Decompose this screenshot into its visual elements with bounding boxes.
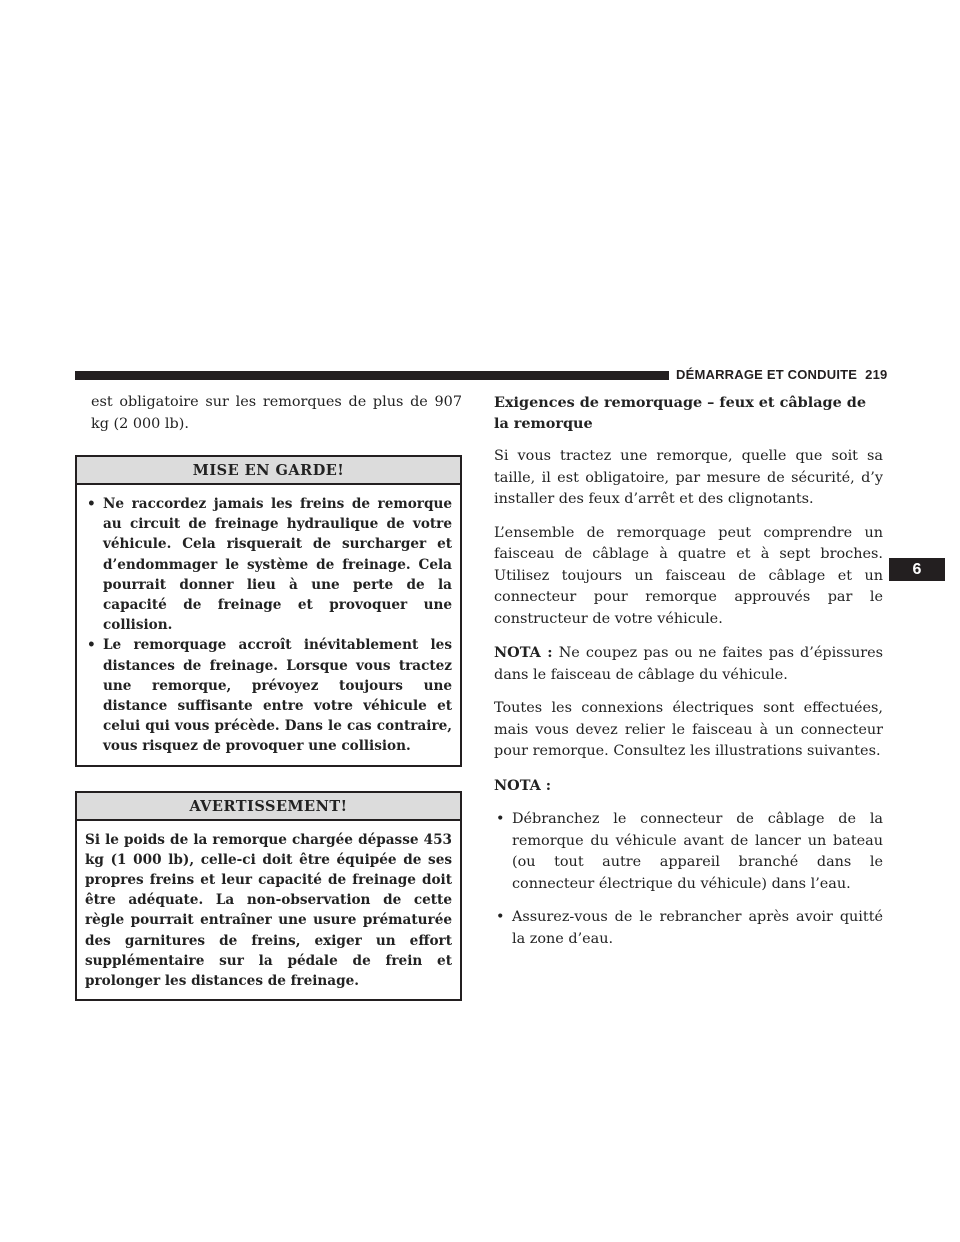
header-rule	[75, 371, 669, 380]
warning-text: Si le poids de la remorque chargée dépasse 453 kg (1 000 lb), celle-ci doit être équipée de ses propres freins et leur capacité de freinage doit être adéquate. La non-observation de cette règle pourrait entraîner une usure prématurée des garnitures de freins, exiger un effort supplémentaire sur la pédale de frein et prolonger les distances de freinage.	[85, 831, 452, 990]
caution-body	[77, 485, 460, 765]
intro-paragraph: est obligatoire sur les remorques de plus de 907 kg (2 000 lb).	[91, 394, 462, 432]
list-item: • Le remorquage accroît inévitablement les distances de freinage. Lorsque vous tractez une remorque, prévoyez toujours une distance suffisante entre votre véhicule et celui qui vous précède. Dans le cas contraire, vous risquez de provoquer une collision.	[87, 637, 452, 755]
caution-box	[75, 455, 462, 767]
bullet-icon: •	[87, 496, 96, 512]
list-item: • Ne raccordez jamais les freins de remorque au circuit de freinage hydraulique de votre véhicule. Cela risquerait de surcharger et d’endommager le système de freinage. Cela pourrait donner lieu à une perte de la capacité de freinage et provoquer une collision.	[87, 496, 452, 634]
section-title: DÉMARRAGE ET CONDUITE	[676, 367, 858, 382]
left-column	[75, 392, 462, 1025]
caution-title: MISE EN GARDE!	[77, 457, 460, 485]
chapter-tab: 6	[889, 558, 945, 581]
list-item: • Assurez-vous de le rebrancher après avoir quitté la zone d’eau.	[496, 909, 883, 947]
note-label: NOTA :	[494, 776, 552, 794]
section-heading: Exigences de remorquage – feux et câblage de la remorque	[494, 394, 866, 432]
bullet-icon: •	[496, 909, 505, 925]
warning-title: AVERTISSEMENT!	[77, 793, 460, 821]
paragraph: Toutes les connexions électriques sont effectuées, mais vous devez relier le faisceau à un connecteur pour remorque. Consultez les illustrations suivantes.	[494, 700, 883, 759]
page-number: 219	[865, 367, 888, 382]
paragraph: Si vous tractez une remorque, quelle que soit sa taille, il est obligatoire, par mesure de sécurité, d’y installer des feux d’arrêt et des clignotants.	[494, 448, 883, 507]
paragraph: L’ensemble de remorquage peut comprendre un faisceau de câblage à quatre et à sept broches. Utilisez toujours un faisceau de câblage et un connecteur pour remorque approuvés par le constructeur de votre véhicule.	[494, 524, 883, 627]
bullet-icon: •	[496, 811, 505, 827]
caution-list	[85, 494, 452, 757]
note-paragraph: NOTA : Ne coupez pas ou ne faites pas d’épissures dans le faisceau de câblage du véhicule.	[494, 644, 883, 683]
bullet-icon: •	[87, 637, 96, 654]
warning-box	[75, 791, 462, 1002]
running-header	[676, 364, 887, 386]
note-label: NOTA :	[494, 644, 553, 661]
warning-body	[77, 821, 460, 1000]
right-column	[494, 392, 883, 962]
list-item: • Débranchez le connecteur de câblage de la remorque du véhicule avant de lancer un bateau (ou tout autre appareil branché dans le connecteur électrique du véhicule) dans l’eau.	[496, 811, 883, 892]
note-list	[494, 809, 883, 950]
